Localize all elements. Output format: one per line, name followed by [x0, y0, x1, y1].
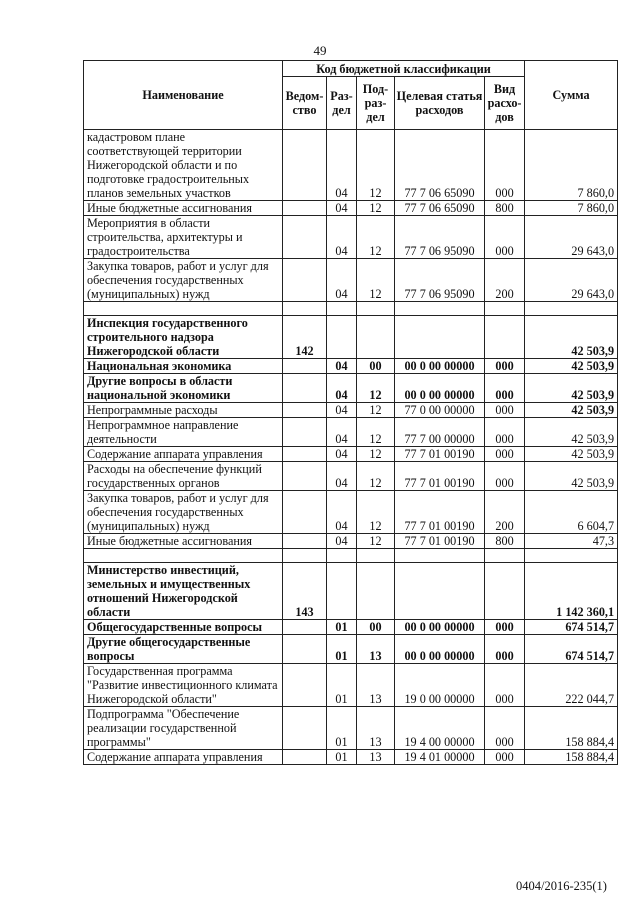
- cell-name: Мероприятия в области строительства, архитектуры и градостроительства: [84, 216, 283, 259]
- cell-podrazdel: [357, 563, 395, 620]
- cell-name: Общегосударственные вопросы: [84, 620, 283, 635]
- cell-target-article: 00 0 00 00000: [395, 374, 485, 403]
- table-row: [84, 447, 618, 462]
- spacer-cell: [357, 549, 395, 563]
- cell-sum: 158 884,4: [525, 750, 618, 765]
- cell-expense-type: [485, 563, 525, 620]
- cell-sum: 42 503,9: [525, 418, 618, 447]
- cell-podrazdel: 12: [357, 216, 395, 259]
- cell-name: Иные бюджетные ассигнования: [84, 201, 283, 216]
- cell-razdel: 04: [327, 201, 357, 216]
- cell-sum: 674 514,7: [525, 620, 618, 635]
- spacer-cell: [485, 302, 525, 316]
- cell-name: Подпрограмма "Обеспечение реализации государственной программы": [84, 707, 283, 750]
- cell-expense-type: 000: [485, 447, 525, 462]
- cell-vedomstvo: [283, 635, 327, 664]
- cell-target-article: 77 7 01 00190: [395, 462, 485, 491]
- spacer-cell: [84, 549, 283, 563]
- header-vedomstvo: Ведом-ство: [283, 77, 327, 130]
- spacer-cell: [485, 549, 525, 563]
- cell-razdel: 01: [327, 707, 357, 750]
- cell-sum: 1 142 360,1: [525, 563, 618, 620]
- header-razdel: Раз-дел: [327, 77, 357, 130]
- cell-podrazdel: 00: [357, 359, 395, 374]
- table-row: [84, 403, 618, 418]
- footer-document-code: 0404/2016-235(1): [516, 879, 607, 893]
- cell-razdel: 04: [327, 491, 357, 534]
- table-row: [84, 316, 618, 359]
- cell-target-article: 77 0 00 00000: [395, 403, 485, 418]
- table-row: [84, 664, 618, 707]
- cell-target-article: [395, 563, 485, 620]
- cell-target-article: 77 7 01 00190: [395, 447, 485, 462]
- spacer-row: [84, 549, 618, 563]
- table-body: [84, 130, 618, 765]
- cell-vedomstvo: [283, 403, 327, 418]
- cell-target-article: 77 7 06 65090: [395, 130, 485, 201]
- cell-vedomstvo: [283, 201, 327, 216]
- cell-expense-type: 000: [485, 635, 525, 664]
- cell-podrazdel: 12: [357, 403, 395, 418]
- cell-podrazdel: 13: [357, 664, 395, 707]
- cell-razdel: 01: [327, 635, 357, 664]
- cell-target-article: 00 0 00 00000: [395, 359, 485, 374]
- cell-podrazdel: 12: [357, 259, 395, 302]
- cell-vedomstvo: [283, 664, 327, 707]
- table-row: [84, 491, 618, 534]
- cell-podrazdel: 12: [357, 491, 395, 534]
- cell-sum: 6 604,7: [525, 491, 618, 534]
- spacer-cell: [357, 302, 395, 316]
- table-row: [84, 418, 618, 447]
- cell-razdel: 01: [327, 750, 357, 765]
- cell-name: Непрограммные расходы: [84, 403, 283, 418]
- cell-vedomstvo: [283, 534, 327, 549]
- cell-name: Содержание аппарата управления: [84, 447, 283, 462]
- cell-vedomstvo: [283, 259, 327, 302]
- cell-podrazdel: 12: [357, 462, 395, 491]
- spacer-cell: [327, 302, 357, 316]
- header-name: Наименование: [84, 61, 283, 130]
- cell-expense-type: 000: [485, 750, 525, 765]
- cell-sum: 42 503,9: [525, 316, 618, 359]
- cell-vedomstvo: 142: [283, 316, 327, 359]
- cell-vedomstvo: [283, 130, 327, 201]
- header-podrazdel: Под-раз-дел: [357, 77, 395, 130]
- table-row: [84, 750, 618, 765]
- table-row: [84, 201, 618, 216]
- cell-expense-type: 200: [485, 491, 525, 534]
- cell-expense-type: 000: [485, 462, 525, 491]
- cell-razdel: 01: [327, 620, 357, 635]
- cell-podrazdel: 12: [357, 534, 395, 549]
- table-row: [84, 359, 618, 374]
- cell-expense-type: 000: [485, 403, 525, 418]
- cell-vedomstvo: [283, 216, 327, 259]
- cell-expense-type: [485, 316, 525, 359]
- cell-vedomstvo: [283, 491, 327, 534]
- cell-vedomstvo: [283, 418, 327, 447]
- cell-expense-type: 000: [485, 418, 525, 447]
- cell-name: Расходы на обеспечение функций государственных органов: [84, 462, 283, 491]
- cell-vedomstvo: [283, 462, 327, 491]
- cell-razdel: 04: [327, 130, 357, 201]
- table-row: [84, 374, 618, 403]
- cell-razdel: 04: [327, 374, 357, 403]
- cell-podrazdel: 13: [357, 635, 395, 664]
- cell-razdel: 04: [327, 534, 357, 549]
- spacer-cell: [84, 302, 283, 316]
- table-row: [84, 707, 618, 750]
- cell-podrazdel: 12: [357, 447, 395, 462]
- cell-razdel: 04: [327, 418, 357, 447]
- spacer-cell: [395, 549, 485, 563]
- table-row: [84, 259, 618, 302]
- cell-razdel: 01: [327, 664, 357, 707]
- cell-name: Другие общегосударственные вопросы: [84, 635, 283, 664]
- cell-sum: 42 503,9: [525, 359, 618, 374]
- cell-vedomstvo: [283, 374, 327, 403]
- header-target-article: Целевая статья расходов: [395, 77, 485, 130]
- cell-expense-type: 000: [485, 664, 525, 707]
- cell-target-article: 77 7 06 65090: [395, 201, 485, 216]
- cell-expense-type: 000: [485, 359, 525, 374]
- spacer-cell: [283, 302, 327, 316]
- cell-razdel: 04: [327, 259, 357, 302]
- cell-name: Инспекция государственного строительного надзора Нижегородской области: [84, 316, 283, 359]
- cell-name: кадастровом плане соответствующей территории Нижегородской области и по подготовке градостроительных планов земельных участков: [84, 130, 283, 201]
- spacer-cell: [395, 302, 485, 316]
- cell-sum: 42 503,9: [525, 447, 618, 462]
- cell-razdel: 04: [327, 359, 357, 374]
- cell-sum: 42 503,9: [525, 374, 618, 403]
- cell-razdel: 04: [327, 462, 357, 491]
- cell-podrazdel: 00: [357, 620, 395, 635]
- cell-razdel: 04: [327, 447, 357, 462]
- cell-vedomstvo: [283, 447, 327, 462]
- cell-sum: 42 503,9: [525, 462, 618, 491]
- cell-razdel: 04: [327, 216, 357, 259]
- cell-target-article: 77 7 01 00190: [395, 534, 485, 549]
- cell-podrazdel: [357, 316, 395, 359]
- cell-target-article: 19 4 01 00000: [395, 750, 485, 765]
- spacer-cell: [525, 302, 618, 316]
- cell-target-article: 77 7 06 95090: [395, 259, 485, 302]
- cell-target-article: 19 4 00 00000: [395, 707, 485, 750]
- cell-podrazdel: 13: [357, 707, 395, 750]
- cell-razdel: [327, 316, 357, 359]
- cell-sum: 7 860,0: [525, 130, 618, 201]
- table-row: [84, 462, 618, 491]
- cell-target-article: 00 0 00 00000: [395, 635, 485, 664]
- cell-target-article: 00 0 00 00000: [395, 620, 485, 635]
- budget-table: [83, 60, 618, 765]
- cell-target-article: [395, 316, 485, 359]
- cell-expense-type: 000: [485, 216, 525, 259]
- cell-expense-type: 000: [485, 130, 525, 201]
- cell-vedomstvo: [283, 359, 327, 374]
- cell-name: Министерство инвестиций, земельных и имущественных отношений Нижегородской области: [84, 563, 283, 620]
- table-header: [84, 61, 618, 130]
- cell-sum: 29 643,0: [525, 259, 618, 302]
- cell-sum: 42 503,9: [525, 403, 618, 418]
- cell-name: Закупка товаров, работ и услуг для обеспечения государственных (муниципальных) нужд: [84, 491, 283, 534]
- cell-podrazdel: 12: [357, 374, 395, 403]
- cell-target-article: 77 7 06 95090: [395, 216, 485, 259]
- table-row: [84, 620, 618, 635]
- cell-expense-type: 800: [485, 201, 525, 216]
- header-expense-type: Вид расхо-дов: [485, 77, 525, 130]
- cell-expense-type: 800: [485, 534, 525, 549]
- cell-sum: 222 044,7: [525, 664, 618, 707]
- cell-sum: 29 643,0: [525, 216, 618, 259]
- cell-vedomstvo: [283, 620, 327, 635]
- cell-sum: 674 514,7: [525, 635, 618, 664]
- cell-name: Иные бюджетные ассигнования: [84, 534, 283, 549]
- cell-target-article: 77 7 00 00000: [395, 418, 485, 447]
- cell-name: Содержание аппарата управления: [84, 750, 283, 765]
- table-row: [84, 130, 618, 201]
- cell-expense-type: 000: [485, 374, 525, 403]
- cell-expense-type: 200: [485, 259, 525, 302]
- table-row: [84, 216, 618, 259]
- cell-podrazdel: 12: [357, 201, 395, 216]
- header-sum: Сумма: [525, 61, 618, 130]
- cell-name: Государственная программа "Развитие инвестиционного климата Нижегородской области": [84, 664, 283, 707]
- spacer-row: [84, 302, 618, 316]
- cell-expense-type: 000: [485, 620, 525, 635]
- cell-target-article: 77 7 01 00190: [395, 491, 485, 534]
- header-classification-code: Код бюджетной классификации: [283, 61, 525, 77]
- cell-podrazdel: 12: [357, 418, 395, 447]
- cell-target-article: 19 0 00 00000: [395, 664, 485, 707]
- cell-sum: 7 860,0: [525, 201, 618, 216]
- cell-podrazdel: 13: [357, 750, 395, 765]
- cell-name: Непрограммное направление деятельности: [84, 418, 283, 447]
- spacer-cell: [327, 549, 357, 563]
- cell-sum: 47,3: [525, 534, 618, 549]
- cell-name: Национальная экономика: [84, 359, 283, 374]
- cell-razdel: 04: [327, 403, 357, 418]
- cell-podrazdel: 12: [357, 130, 395, 201]
- cell-razdel: [327, 563, 357, 620]
- cell-expense-type: 000: [485, 707, 525, 750]
- spacer-cell: [525, 549, 618, 563]
- page-number: 49: [313, 43, 327, 58]
- table-row: [84, 534, 618, 549]
- cell-sum: 158 884,4: [525, 707, 618, 750]
- spacer-cell: [283, 549, 327, 563]
- table-row: [84, 563, 618, 620]
- table-row: [84, 635, 618, 664]
- cell-vedomstvo: 143: [283, 563, 327, 620]
- cell-name: Закупка товаров, работ и услуг для обеспечения государственных (муниципальных) нужд: [84, 259, 283, 302]
- cell-vedomstvo: [283, 750, 327, 765]
- cell-name: Другие вопросы в области национальной экономики: [84, 374, 283, 403]
- cell-vedomstvo: [283, 707, 327, 750]
